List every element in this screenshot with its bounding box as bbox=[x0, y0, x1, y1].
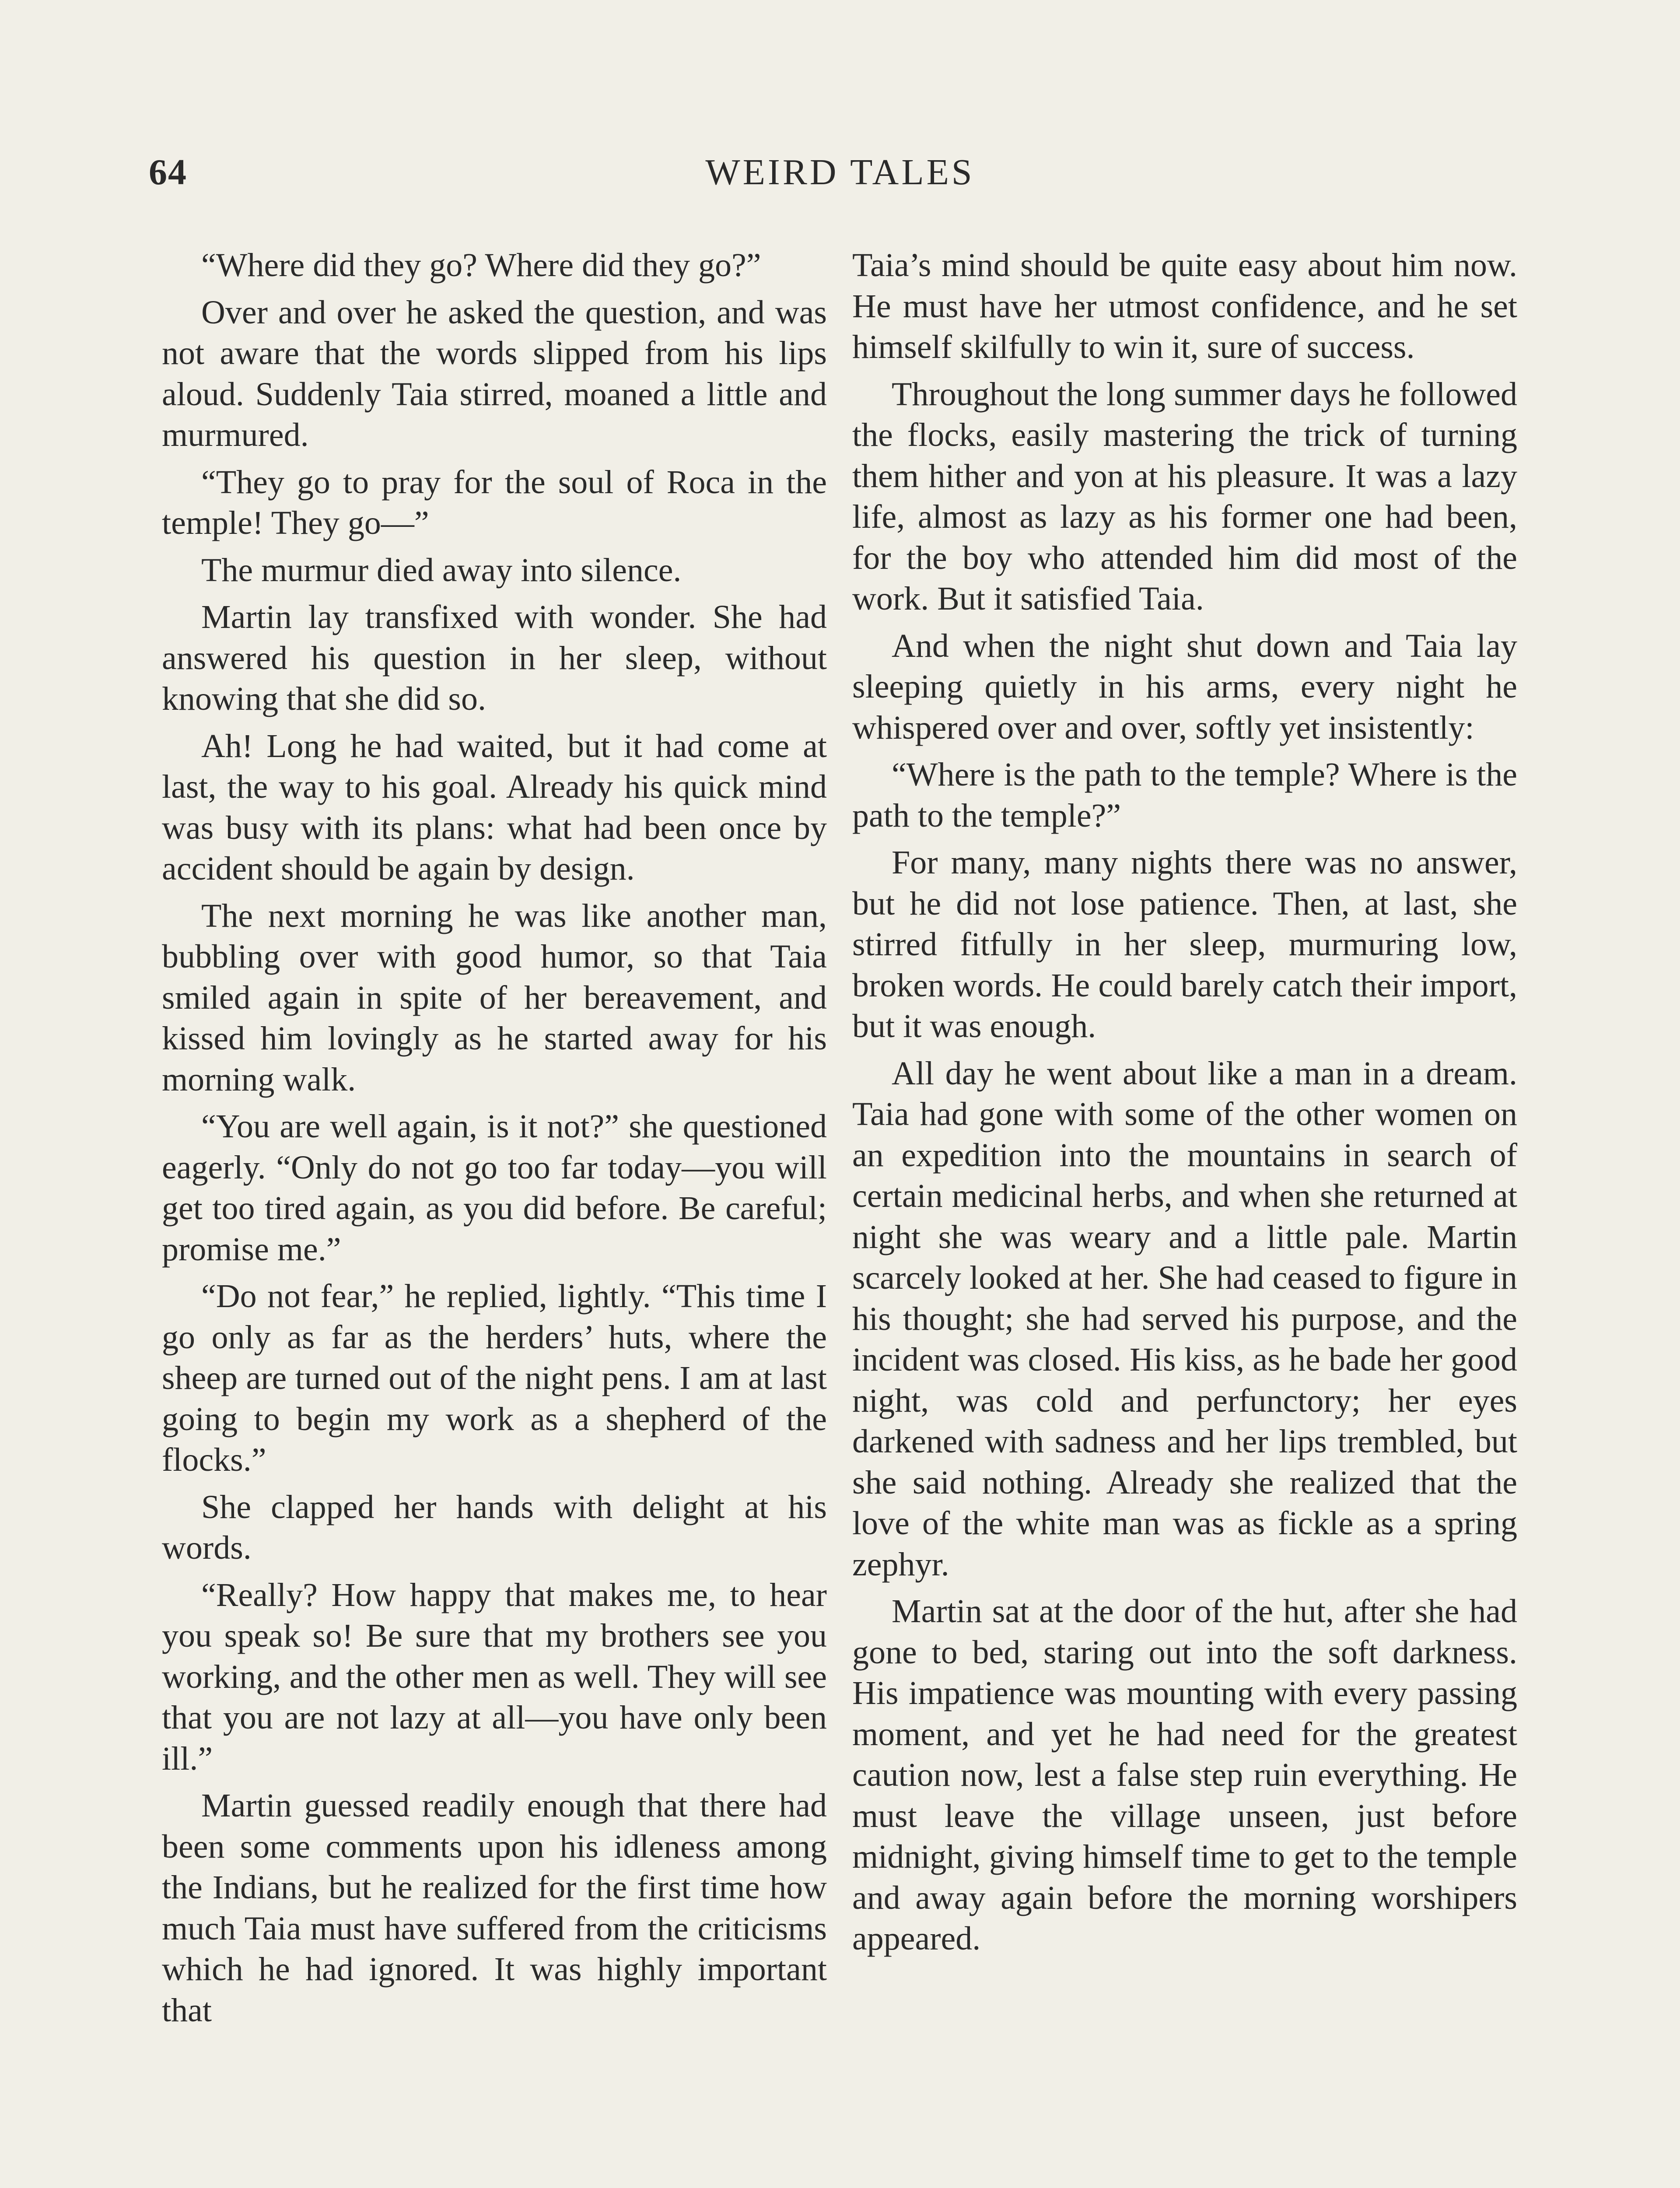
paragraph: Ah! Long he had waited, but it had come at last, the way to his goal. Already his quick mind was busy with its plans: what had been once by accident should be again by design. bbox=[162, 727, 827, 887]
paragraph: Over and over he asked the question, and was not aware that the words slipped from his lips aloud. Suddenly Taia stirred, moaned a little and murmured. bbox=[162, 294, 827, 453]
paragraph: “They go to pray for the soul of Roca in the temple! They go—” bbox=[162, 463, 827, 541]
paragraph: Taia’s mind should be quite easy about him now. He must have her utmost confidence, and he set himself skilfully to win it, sure of success. bbox=[852, 247, 1517, 365]
paragraph: She clapped her hands with delight at his words. bbox=[162, 1488, 827, 1566]
paragraph: “Where is the path to the temple? Where is the path to the temple?” bbox=[852, 756, 1517, 834]
paragraph: All day he went about like a man in a dream. Taia had gone with some of the other women on an expedition into the mountains in search of certain medicinal herbs, and when she returned at night she was weary and a little pale. Martin scarcely looked at her. She had ceased to figure in his thought; she had served his purpose, and the incident was closed. His kiss, as he bade her good night, was cold and perfunctory; her eyes darkened with sadness and her lips trembled, but she said nothing. Already she realized that the love of the white man was as fickle as a spring zephyr. bbox=[852, 1055, 1517, 1583]
paragraph: “Do not fear,” he replied, lightly. “This time I go only as far as the herders’ huts, where the sheep are turned out of the night pens. I am at last going to begin my work as a shepherd of the flocks.” bbox=[162, 1278, 827, 1478]
paragraph: “You are well again, is it not?” she questioned eagerly. “Only do not go too far today—you will get too tired again, as you did before. Be careful; promise me.” bbox=[162, 1108, 827, 1268]
right-column bbox=[852, 245, 1517, 1966]
paragraph: Throughout the long summer days he followed the flocks, easily mastering the trick of turning them hither and yon at his pleasure. It was a lazy life, almost as lazy as his former one had been, for the boy who attended him did most of the work. But it satisfied Taia. bbox=[852, 375, 1517, 617]
paragraph: The next morning he was like another man, bubbling over with good humor, so that Taia smiled again in spite of her bereavement, and kissed him lovingly as he started away for his morning walk. bbox=[162, 897, 827, 1098]
left-column bbox=[162, 245, 827, 2037]
paragraph: Martin lay transfixed with wonder. She had answered his question in her sleep, without knowing that she did so. bbox=[162, 599, 827, 717]
paragraph: “Where did they go? Where did they go?” bbox=[201, 247, 761, 284]
page-number: 64 bbox=[149, 152, 187, 193]
page-header bbox=[149, 151, 1531, 203]
paragraph: For many, many nights there was no answer, but he did not lose patience. Then, at last, she stirred fitfully in her sleep, murmuring low, broken words. He could barely catch their import, but it was enough. bbox=[852, 844, 1517, 1045]
paragraph: “Really? How happy that makes me, to hear you speak so! Be sure that my brothers see you working, and the other men as well. They will see that you are not lazy at all—you have only been ill.” bbox=[162, 1576, 827, 1777]
paragraph: Martin guessed readily enough that there had been some comments upon his idleness among the Indians, but he realized for the first time how much Taia must have suffered from the criticisms which he had ignored. It was highly important that bbox=[162, 1787, 827, 2029]
running-title: WEIRD TALES bbox=[705, 152, 975, 193]
paragraph: Martin sat at the door of the hut, after she had gone to bed, staring out into the soft darkness. His impatience was mounting with every passing moment, and yet he had need for the greatest caution now, lest a false step ruin everything. He must leave the village unseen, just before midnight, giving himself time to get to the temple and away again before the morning worshipers appeared. bbox=[852, 1593, 1517, 1957]
paragraph: The murmur died away into silence. bbox=[201, 551, 682, 589]
paragraph: And when the night shut down and Taia lay sleeping quietly in his arms, every night he whispered over and over, softly yet insistently: bbox=[852, 627, 1517, 746]
